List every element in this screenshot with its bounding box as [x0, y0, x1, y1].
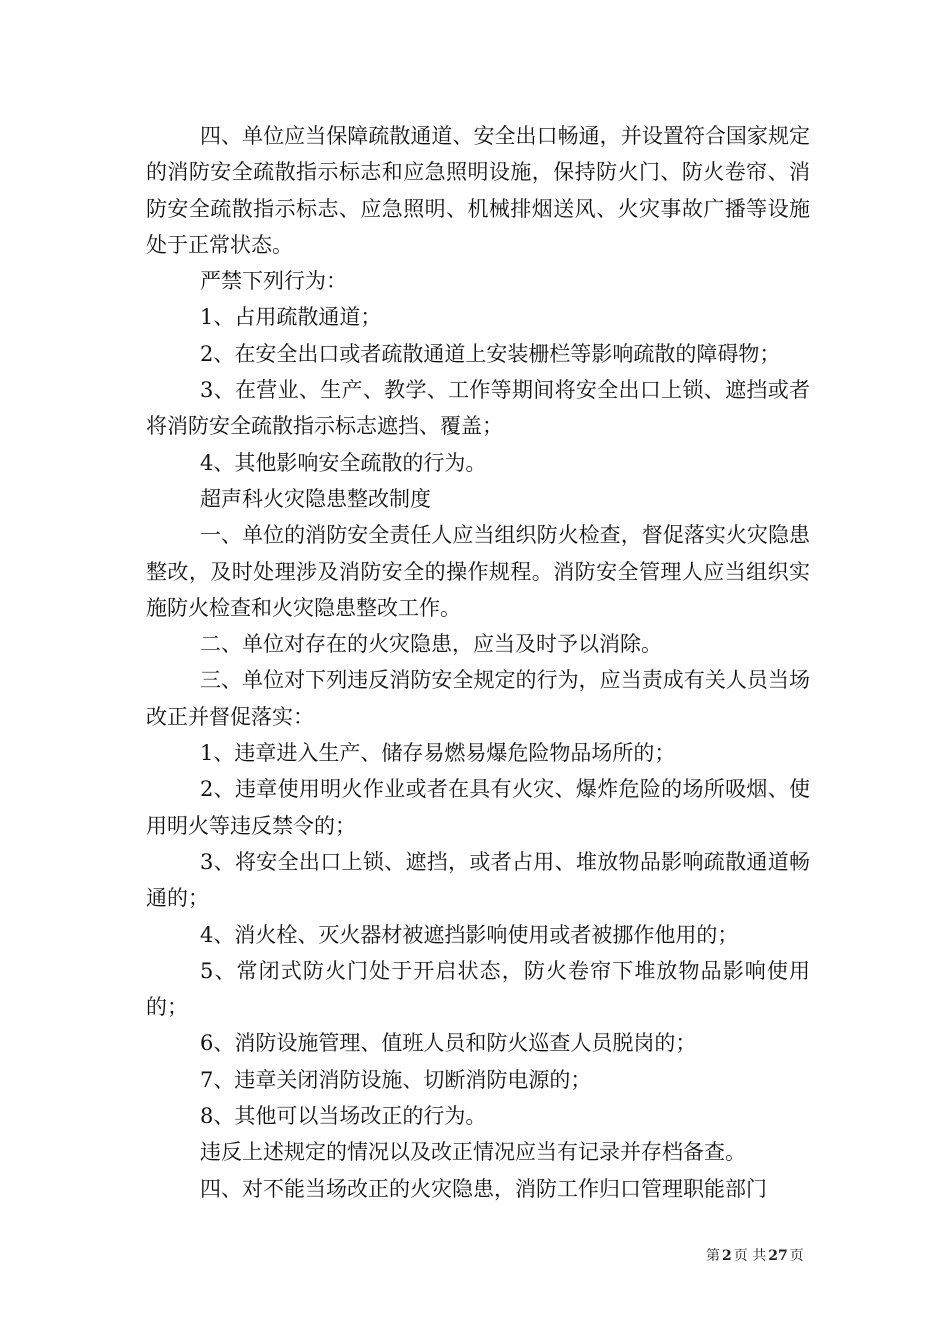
paragraph-19: 违反上述规定的情况以及改正情况应当有记录并存档备查。 — [200, 1140, 746, 1165]
paragraph-12: 2、违章使用明火作业或者在具有火灾、爆炸危险的场所吸烟、使用明火等违反禁令的； — [146, 777, 810, 838]
section-title: 超声科火灾隐患整改制度 — [200, 486, 431, 511]
paragraph-6: 4、其他影响安全疏散的行为。 — [200, 450, 487, 475]
footer-prefix: 第 — [706, 1248, 720, 1264]
paragraph-3: 1、占用疏散通道； — [200, 305, 382, 330]
footer-middle: 页 共 — [733, 1248, 767, 1264]
footer-suffix: 页 — [789, 1248, 804, 1264]
paragraph-18: 8、其他可以当场改正的行为。 — [200, 1104, 487, 1129]
paragraph-9: 二、单位对存在的火灾隐患，应当及时予以消除。 — [200, 632, 662, 657]
paragraph-11: 1、违章进入生产、储存易燃易爆危险物品场所的； — [200, 741, 676, 766]
footer-total-pages: 27 — [768, 1248, 788, 1264]
paragraph-2: 严禁下列行为： — [200, 269, 347, 294]
page-footer — [706, 1247, 804, 1265]
paragraph-14: 4、消火栓、灭火器材被遮挡影响使用或者被挪作他用的； — [200, 922, 739, 947]
paragraph-16: 6、消防设施管理、值班人员和防火巡查人员脱岗的； — [200, 1031, 697, 1056]
paragraph-13: 3、将安全出口上锁、遮挡，或者占用、堆放物品影响疏散通道畅通的； — [146, 849, 810, 911]
footer-page-number: 2 — [722, 1248, 732, 1264]
paragraph-4: 2、在安全出口或者疏散通道上安装栅栏等影响疏散的障碍物； — [200, 341, 781, 366]
paragraph-10: 三、单位对下列违反消防安全规定的行为，应当责成有关人员当场改正并督促落实： — [146, 668, 810, 729]
paragraph-17: 7、违章关闭消防设施、切断消防电源的； — [200, 1067, 592, 1092]
paragraph-8: 一、单位的消防安全责任人应当组织防火检查，督促落实火灾隐患整改，及时处理涉及消防安全的操作规程。消防安全管理人应当组织实施防火检查和火灾隐患整改工作。 — [146, 523, 810, 620]
paragraph-1: 四、单位应当保障疏散通道、安全出口畅通，并设置符合国家规定的消防安全疏散指示标志和应急照明设施，保持防火门、防火卷帘、消防安全疏散指示标志、应急照明、机械排烟送风、火灾事故广播等设施处于正常状态。 — [146, 124, 810, 257]
paragraph-20: 四、对不能当场改正的火灾隐患，消防工作归口管理职能部门 — [200, 1176, 767, 1201]
paragraph-15: 5、常闭式防火门处于开启状态，防火卷帘下堆放物品影响使用的； — [146, 958, 810, 1020]
paragraph-5: 3、在营业、生产、教学、工作等期间将安全出口上锁、遮挡或者将消防安全疏散指示标志遮挡、覆盖； — [146, 378, 810, 439]
document-body — [146, 118, 810, 1207]
